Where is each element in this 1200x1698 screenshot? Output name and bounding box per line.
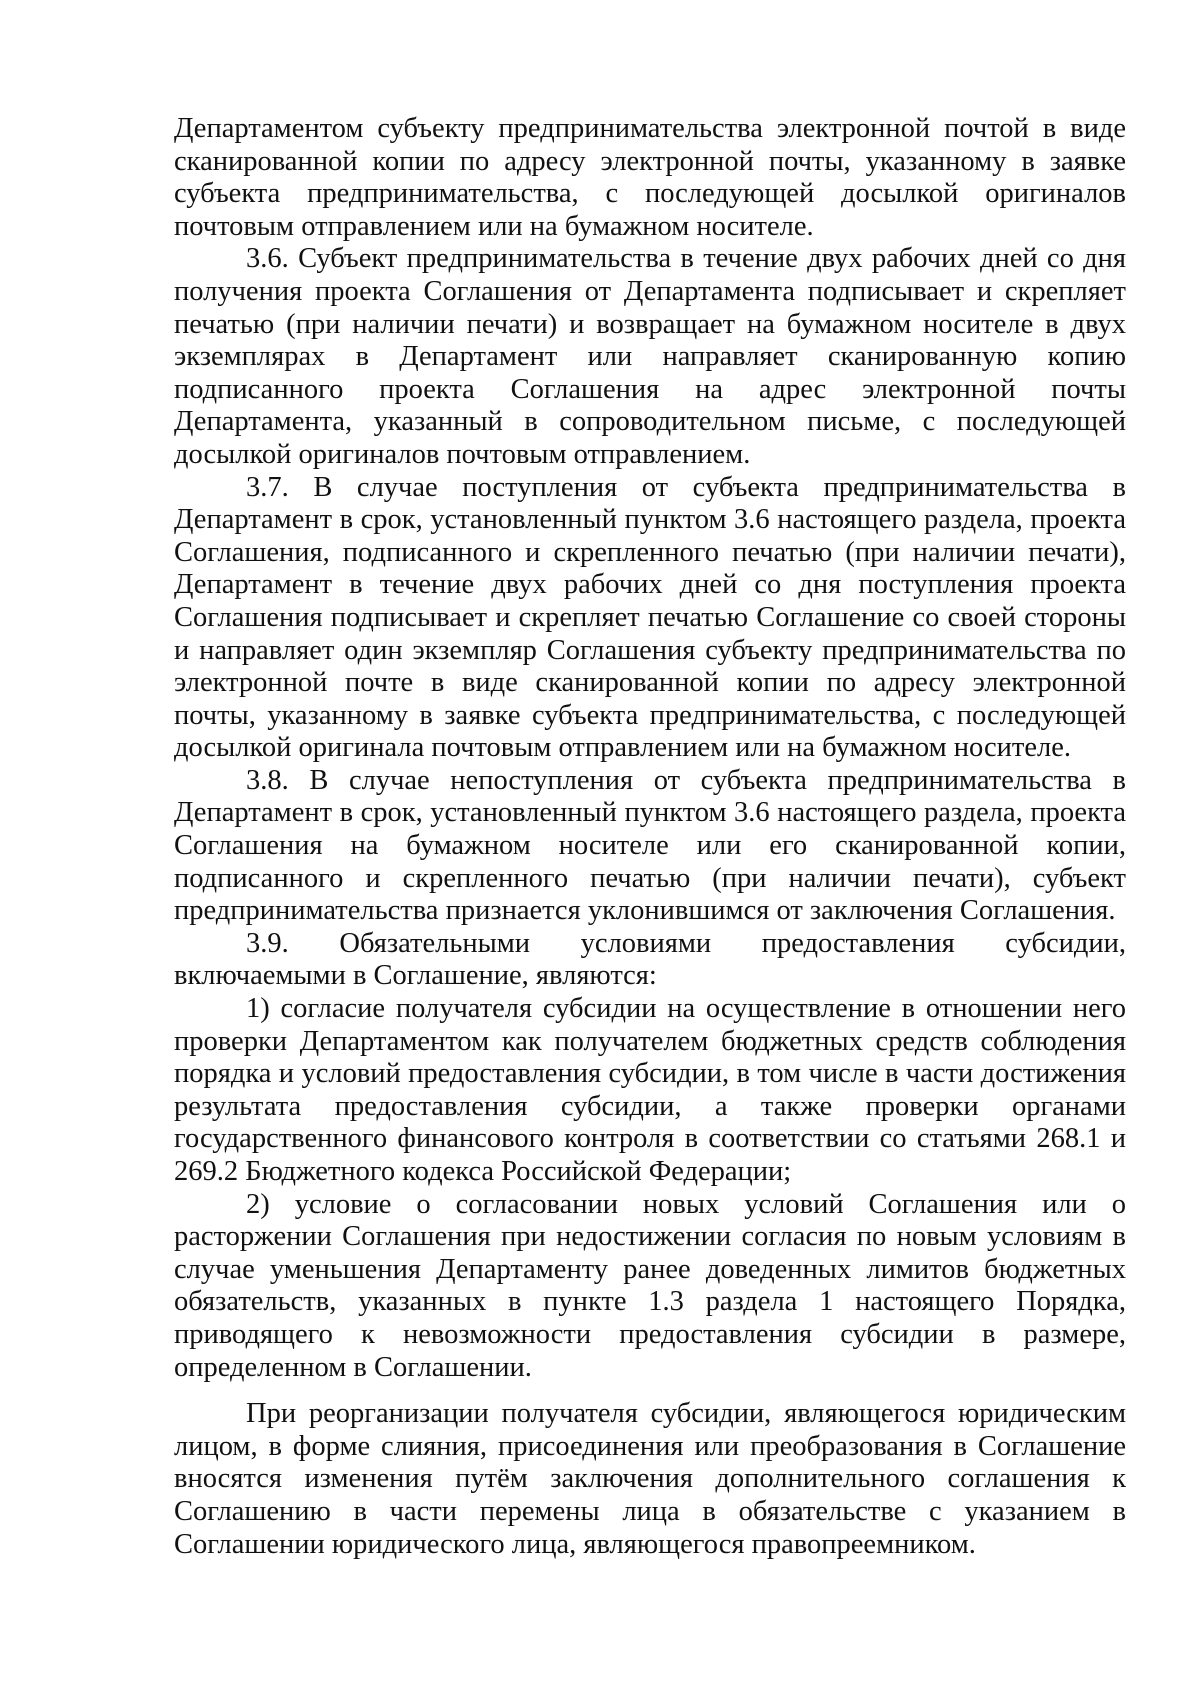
paragraph-reorganization: При реорганизации получателя субсидии, являющегося юридическим лицом, в форме слияния, присоединения или преобразования в Соглашение вносятся изменения путём заключения дополнительного соглашения к Соглашению в части перемены лица в обязательстве с указанием в Соглашении юридического лица, являющегося правопреемником.: [174, 1398, 1126, 1560]
list-item-2: 2) условие о согласовании новых условий Соглашения или о расторжении Соглашения при недостижении согласия по новым условиям в случае уменьшения Департаменту ранее доведенных лимитов бюджетных обязательств, указанных в пункте 1.3 раздела 1 настоящего Порядка, приводящего к невозможности предоставления субсидии в размере, определенном в Соглашении.: [174, 1188, 1126, 1383]
list-item-1: 1) согласие получателя субсидии на осуществление в отношении него проверки Департаментом как получателем бюджетных средств соблюдения порядка и условий предоставления субсидии, в том числе в части достижения результата предоставления субсидии, а также проверки органами государственного финансового контроля в соответствии со статьями 268.1 и 269.2 Бюджетного кодекса Российской Федерации;: [174, 993, 1126, 1187]
paragraph-3-7: 3.7. В случае поступления от субъекта предпринимательства в Департамент в срок, установленный пунктом 3.6 настоящего раздела, проекта Соглашения, подписанного и скрепленного печатью (при наличии печати), Департамент в течение двух рабочих дней со дня поступления проекта Соглашения подписывает и скрепляет печатью Соглашение со своей стороны и направляет один экземпляр Соглашения субъекту предпринимательства по электронной почте в виде сканированной копии по адресу электронной почты, указанному в заявке субъекта предпринимательства, с последующей досылкой оригинала почтовым отправлением или на бумажном носителе.: [174, 471, 1126, 764]
document-page: [174, 113, 1126, 1561]
paragraph-3-6: 3.6. Субъект предпринимательства в течение двух рабочих дней со дня получения проекта Соглашения от Департамента подписывает и скрепляет печатью (при наличии печати) и возвращает на бумажном носителе в двух экземплярах в Департамент или направляет сканированную копию подписанного проекта Соглашения на адрес электронной почты Департамента, указанный в сопроводительном письме, с последующей досылкой оригиналов почтовым отправлением.: [174, 243, 1126, 470]
paragraph-3-9: 3.9. Обязательными условиями предоставления субсидии, включаемыми в Соглашение, являются:: [174, 927, 1126, 992]
paragraph-continuation: Департаментом субъекту предпринимательства электронной почтой в виде сканированной копии по адресу электронной почты, указанному в заявке субъекта предпринимательства, с последующей досылкой оригиналов почтовым отправлением или на бумажном носителе.: [174, 113, 1126, 242]
paragraph-3-8: 3.8. В случае непоступления от субъекта предпринимательства в Департамент в срок, установленный пунктом 3.6 настоящего раздела, проекта Соглашения на бумажном носителе или его сканированной копии, подписанного и скрепленного печатью (при наличии печати), субъект предпринимательства признается уклонившимся от заключения Соглашения.: [174, 764, 1126, 927]
